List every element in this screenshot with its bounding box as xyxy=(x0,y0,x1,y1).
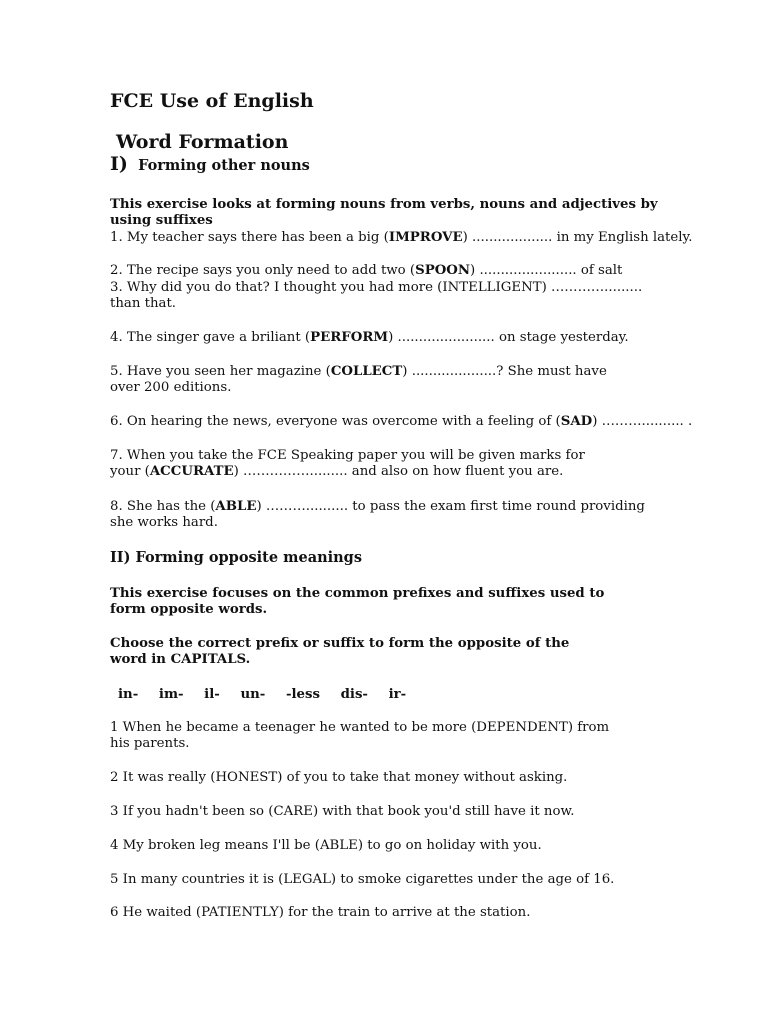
list-item: 4 My broken leg means I'll be (ABLE) to go on holiday with you. xyxy=(110,838,542,853)
section1-numeral: I) xyxy=(110,153,128,175)
section1-intro: This exercise looks at forming nouns from verbs, nouns and adjectives by using suffixes xyxy=(110,197,658,228)
list-item: 5 In many countries it is (LEGAL) to smoke cigarettes under the age of 16. xyxy=(110,872,615,887)
affix-in: in- xyxy=(118,687,139,702)
list-item: 4. The singer gave a briliant (PERFORM) ....................... on stage yesterday. xyxy=(110,330,629,345)
list-item: 8. She has the (ABLE) ……….......... to pass the exam first time round providing she works hard. xyxy=(110,499,645,530)
section1-heading-row xyxy=(110,153,310,175)
section2-instruction: Choose the correct prefix or suffix to form the opposite of the word in CAPITALS. xyxy=(110,636,570,667)
list-item: 3. Why did you do that? I thought you had more (INTELLIGENT) …………......... than that. xyxy=(110,280,643,311)
list-item: 1 When he became a teenager he wanted to be more (DEPENDENT) from his parents. xyxy=(110,720,610,751)
list-item: 1. My teacher says there has been a big (IMPROVE) ................... in my English lately. xyxy=(110,230,693,245)
affix-il: il- xyxy=(204,687,220,702)
list-item: 6. On hearing the news, everyone was overcome with a feeling of (SAD) ……….......... . xyxy=(110,414,693,429)
list-item: 2 It was really (HONEST) of you to take that money without asking. xyxy=(110,770,568,785)
section2-intro: This exercise focuses on the common prefixes and suffixes used to form opposite words. xyxy=(110,586,605,617)
list-item: 2. The recipe says you only need to add two (SPOON) ....................... of salt xyxy=(110,263,623,278)
list-item: 7. When you take the FCE Speaking paper you will be given marks for your (ACCURATE) ……………......... and also on how fluent you are. xyxy=(110,448,585,479)
list-item: 5. Have you seen her magazine (COLLECT) ....................? She must have over 200 editions. xyxy=(110,364,607,395)
list-item: 3 If you hadn't been so (CARE) with that book you'd still have it now. xyxy=(110,804,575,819)
affix-list xyxy=(118,687,422,703)
affix-dis: dis- xyxy=(340,687,368,702)
list-item: 6 He waited (PATIENTLY) for the train to arrive at the station. xyxy=(110,905,531,920)
affix-im: im- xyxy=(158,687,184,702)
affix-ir: ir- xyxy=(388,687,407,702)
section1-heading: Forming other nouns xyxy=(138,157,310,174)
affix-un: un- xyxy=(240,687,266,702)
affix-less: -less xyxy=(285,687,320,702)
section2-heading: II) Forming opposite meanings xyxy=(110,549,362,566)
document-subtitle: Word Formation xyxy=(116,131,289,153)
document-title: FCE Use of English xyxy=(110,90,314,112)
